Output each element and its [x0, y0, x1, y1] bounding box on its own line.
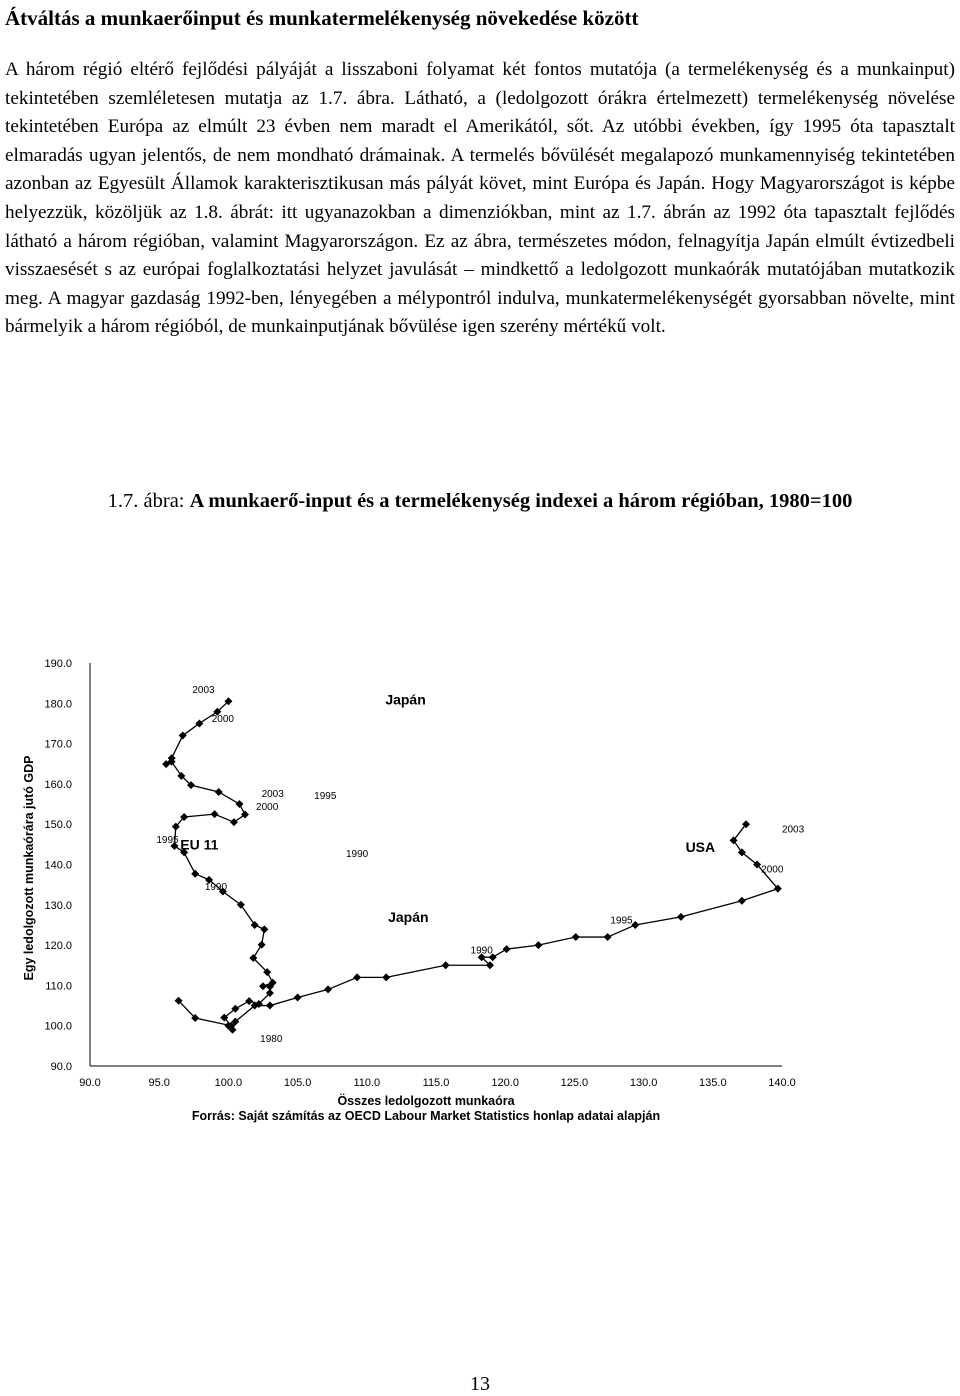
- point-year-label: 1995: [314, 790, 337, 802]
- x-tick-label: 115.0: [422, 1077, 450, 1089]
- data-point-jap-n: [245, 997, 253, 1005]
- data-point-jap-n: [260, 925, 268, 933]
- point-year-label: 1995: [156, 835, 179, 847]
- series-line-jap-n: [166, 701, 273, 1025]
- data-point-eu-11: [266, 1002, 274, 1010]
- y-tick-label: 120.0: [44, 940, 72, 953]
- point-year-label: 2003: [261, 788, 284, 800]
- data-point-eu-11: [442, 961, 450, 969]
- data-point-jap-n: [211, 810, 219, 818]
- x-tick-label: 105.0: [283, 1077, 312, 1089]
- data-point-eu-11: [382, 973, 390, 981]
- page-heading: Átváltás a munkaerőinput és munkatermelékenység növekedése között: [5, 6, 639, 30]
- y-axis-label: Egy ledolgozott munkaórára jutó GDP: [22, 755, 36, 981]
- x-tick-label: 120.0: [491, 1077, 519, 1089]
- point-year-label: 1995: [610, 915, 633, 927]
- y-tick-label: 110.0: [45, 980, 72, 993]
- point-year-label: Japán: [388, 908, 429, 925]
- page-number: 13: [470, 1373, 490, 1395]
- figure-caption: [0, 490, 960, 513]
- caption-prefix: 1.7. ábra:: [107, 490, 190, 512]
- data-point-eu-11: [572, 933, 580, 941]
- data-point-jap-n: [241, 811, 249, 819]
- x-tick-label: 95.0: [148, 1077, 170, 1089]
- caption-title: A munkaerő-input és a termelékenység indexei a három régióban, 1980=100: [189, 490, 853, 512]
- y-tick-label: 170.0: [44, 738, 72, 751]
- y-tick-label: 190.0: [44, 658, 72, 670]
- y-tick-label: 130.0: [44, 899, 72, 912]
- y-tick-label: 150.0: [44, 819, 72, 832]
- x-tick-label: 130.0: [629, 1077, 658, 1089]
- data-point-jap-n: [258, 941, 266, 949]
- source-note: Forrás: Saját számítás az OECD Labour Market Statistics honlap adatai alapján: [191, 1109, 661, 1123]
- point-year-label: 1990: [470, 945, 493, 957]
- point-year-label: 1980: [260, 1033, 283, 1045]
- y-tick-label: 180.0: [44, 698, 72, 711]
- x-tick-label: 125.0: [560, 1077, 589, 1089]
- point-year-label: 2003: [781, 824, 805, 836]
- point-year-label: 2003: [192, 685, 215, 697]
- data-point-jap-n: [251, 921, 259, 929]
- data-point-eu-11: [534, 941, 542, 949]
- data-point-eu-11: [353, 973, 361, 981]
- data-point-eu-11: [677, 913, 685, 921]
- y-tick-label: 100.0: [44, 1020, 72, 1033]
- y-tick-label: 140.0: [44, 859, 72, 872]
- plot-area-frame: [90, 663, 782, 1066]
- data-point-eu-11: [604, 933, 612, 941]
- body-paragraph: A három régió eltérő fejlődési pályáját a lisszaboni folyamat két fontos mutatója (a termelékenység és a munkainput) tekintetében szemléletesen mutatja az 1.7. ábra. Látható, a (ledolgozott órákra értelmezett) termelékenység növelése tekintetében Európa az elmúlt 23 évben nem maradt el Amerikától, sőt. Az utóbbi években, így 1995 óta tapasztalt elmaradás ugyan jelentős, de nem mondható drámainak. A termelés bővülését megalapozó munkamennyiség tekintetében azonban az Egyesült Államok karakterisztikusan más pályát követ, mint Európa és Japán. Hogy Magyarországot is képbe helyezzük, közöljük az 1.8. ábrát: itt ugyanazokban a dimenziókban, mint az 1.7. ábrán az 1992 óta tapasztalt fejlődés látható a három régióban, valamint Magyarországon. Ez az ábra, természetes módon, felnagyítja Japán elmúlt évtizedbeli visszaesését s az európai foglalkoztatási helyzet javulását – mindkettő a ledolgozott munkaórák mutatójában mutatkozik meg. A magyar gazdaság 1992-ben, lényegében a mélypontról indulva, munkatermelékenységét gyorsabban növelte, mint bármelyik a három régióból, de munkainputjának bővülése igen szerény mértékű volt.: [5, 59, 955, 338]
- y-tick-label: 90.0: [50, 1061, 72, 1073]
- point-year-label: 2000: [256, 802, 279, 814]
- data-point-jap-n: [259, 982, 267, 990]
- data-point-jap-n: [215, 788, 223, 796]
- data-point-eu-11: [294, 993, 302, 1001]
- point-year-label: EU 11: [180, 836, 219, 853]
- y-tick-label: 160.0: [44, 778, 72, 791]
- chart: 90.0100.0110.0120.0130.0140.0150.0160.0170.0180.0190.0 90.0 95.0 100.0 105.0 110.0 115.0 120.0 125.0 130.0 135.0 140.0 2003200020032000199519951990199019801990199520032000JapánJapánEU 11 USA JapánEU 11 Összes ledolgozott munkaóra Egy ledolgozott munkaórára jutó GDP Forrás: Saját számítás az OECD Labour Market Statistics honlap adatai alapján: [22, 658, 805, 1123]
- data-point-eu-11: [324, 985, 332, 993]
- point-year-label: 2000: [761, 864, 784, 876]
- point-year-label: Japán: [385, 691, 426, 708]
- data-point-eu-11: [503, 945, 511, 953]
- data-point-jap-n: [191, 870, 199, 878]
- data-point-jap-n: [230, 818, 238, 826]
- data-point-eu-11: [738, 897, 746, 905]
- point-year-label: USA: [685, 839, 716, 856]
- point-year-label: 1990: [204, 881, 228, 893]
- x-tick-label: 135.0: [699, 1077, 727, 1089]
- point-year-label: 2000: [211, 714, 234, 726]
- point-year-label: 1990: [345, 849, 369, 861]
- x-tick-label: 90.0: [79, 1077, 101, 1089]
- x-axis-label: Összes ledolgozott munkaóra: [337, 1094, 515, 1108]
- x-tick-label: 110.0: [353, 1077, 381, 1089]
- x-tick-label: 100.0: [214, 1077, 243, 1089]
- x-tick-label: 140.0: [768, 1077, 796, 1089]
- data-point-jap-n: [235, 800, 243, 808]
